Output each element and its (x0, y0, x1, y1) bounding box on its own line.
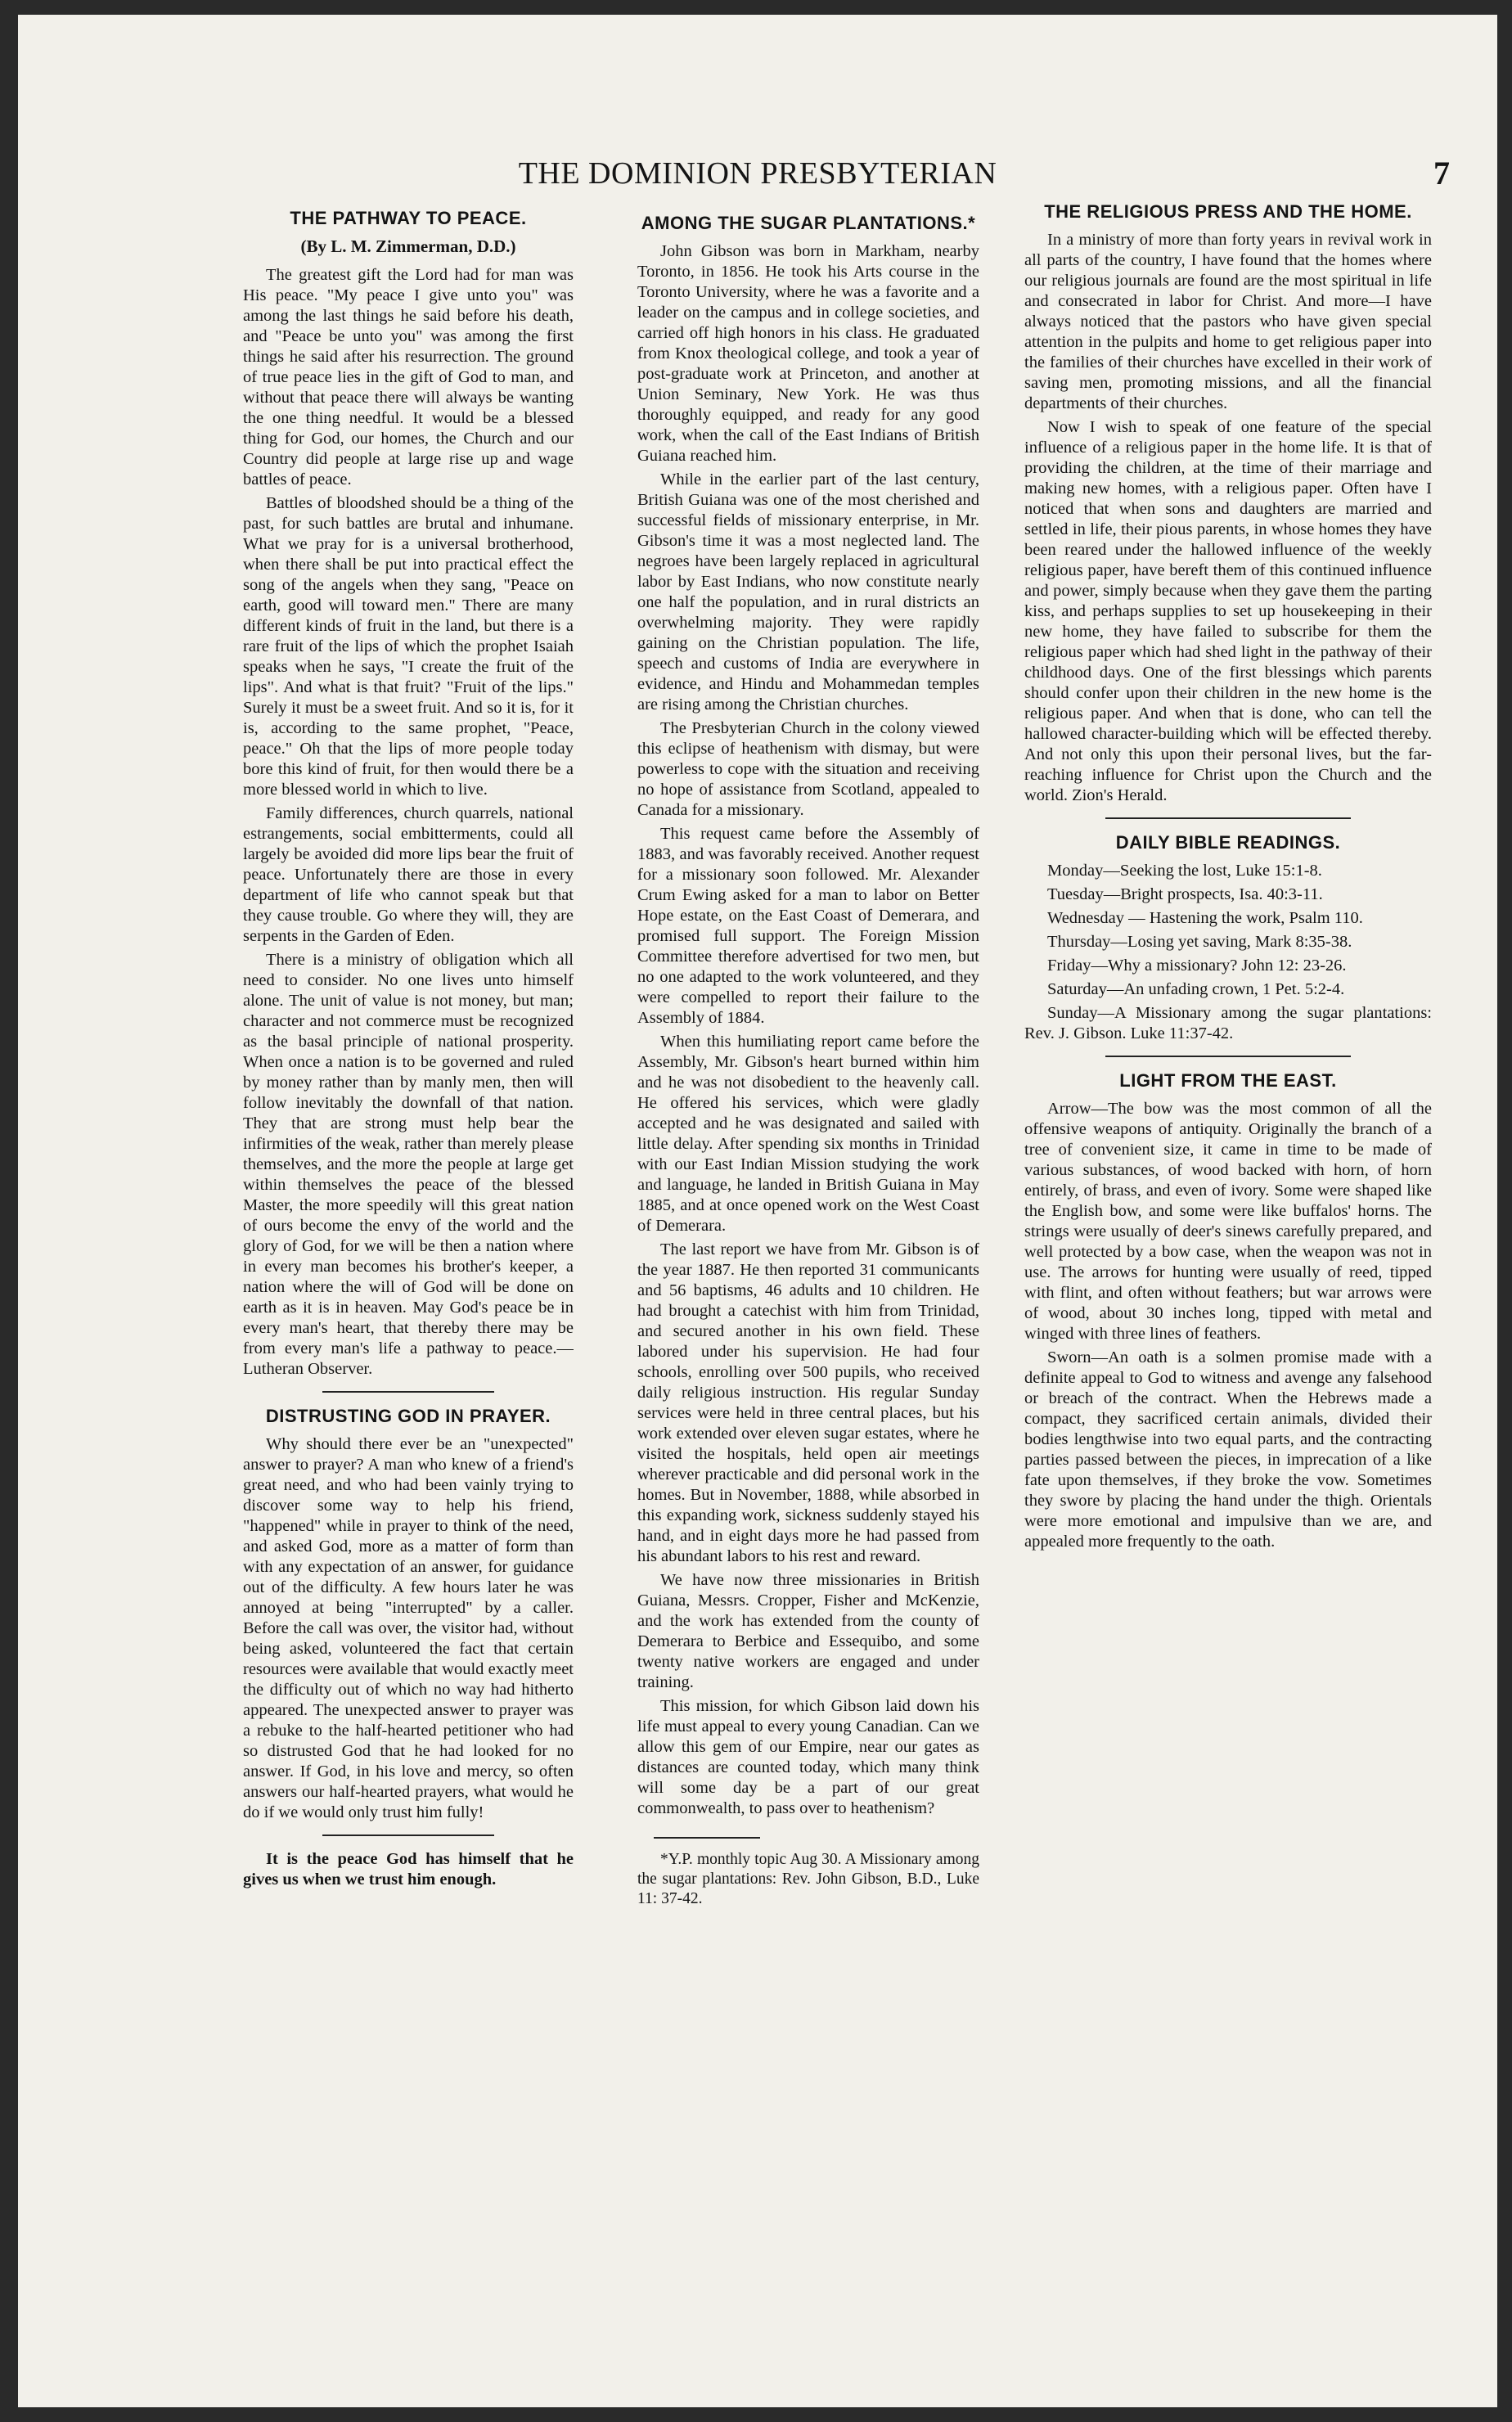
article-title-religious-press: THE RELIGIOUS PRESS AND THE HOME. (1044, 201, 1412, 222)
article-paragraph: The greatest gift the Lord had for man was His peace. "My peace I give unto you" was among the last things he said before his death, and "Peace be unto you" was among the first things he said after his resurrection. The ground of true peace lies in the gift of God to man, and without that peace there will always be wanting the one thing needful. It would be a blessed thing for God, our homes, the Church and our Country did people at large rise up and wage battles of peace. (243, 266, 574, 488)
article-paragraph: In a ministry of more than forty years in revival work in all parts of the country, I have found that the homes where our religious journals are found are the most spiritual in life and consecrated in labor for Christ. And more—I have always noticed that the pastors who have given special attention in the pulpits and home to get religious paper into the families of their churches have excelled in their work of saving men, promoting missions, and all the financial departments of their churches. (1024, 231, 1432, 412)
reading-item: Sunday—A Missionary among the sugar plantations: Rev. J. Gibson. Luke 11:37-42. (1024, 1004, 1432, 1042)
article-title-distrusting-god: DISTRUSTING GOD IN PRAYER. (265, 1406, 551, 1426)
masthead-title: THE DOMINION PRESBYTERIAN (518, 156, 997, 191)
article-title-light-from-east: LIGHT FROM THE EAST. (1119, 1070, 1337, 1091)
footnote: *Y.P. monthly topic Aug 30. A Missionary among the sugar plantations: Rev. John Gibson, B.D., Luke 11: 37-42. (637, 1851, 979, 1907)
column-1 (243, 205, 574, 2283)
page-number: 7 (1433, 155, 1450, 191)
page-header (18, 155, 1497, 205)
newspaper-page (18, 15, 1497, 2407)
article-byline: (By L. M. Zimmerman, D.D.) (300, 236, 516, 256)
article-paragraph: John Gibson was born in Markham, nearby Toronto, in 1856. He took his Arts course in the Toronto University, where he was a favorite and a leader on the campus and in college societies, and carried off high honors in his class. He graduated from Knox theological college, and took a year of post-graduate work at Princeton, and another at Union Seminary, New York. He was thus thoroughly equipped, and ready for any good work, when the call of the East Indians of British Guiana reached him. (637, 242, 979, 465)
article-paragraph: This request came before the Assembly of 1883, and was favorably received. Another request for a missionary soon followed. Mr. Alexander Crum Ewing asked for a man to labor on Better Hope estate, on the East Coast of Demerara, and promised full support. The Foreign Mission Committee therefore advertised for two men, but no one adapted to the work volunteered, and they were compelled to report their failure to the Assembly of 1884. (637, 825, 979, 1027)
reading-item: Friday—Why a missionary? John 12: 23-26. (1047, 957, 1347, 975)
section-divider (1105, 817, 1351, 819)
daily-readings-title: DAILY BIBLE READINGS. (1115, 832, 1341, 853)
article-paragraph: When this humiliating report came before the Assembly, Mr. Gibson's heart burned within him and he was not disobedient to the heavenly call. He offered his services, which were gladly accepted and he was designated and sailed with little delay. After spending six months in Trinidad with our East Indian Mission studying the work and language, he landed in British Guiana in May 1885, and at once opened work on the West Coast of Demerara. (637, 1033, 979, 1235)
closing-quote: It is the peace God has himself that he gives us when we trust him enough. (243, 1850, 574, 1889)
article-title-pathway-to-peace: THE PATHWAY TO PEACE. (290, 208, 527, 228)
article-paragraph: There is a ministry of obligation which all need to consider. No one lives unto himself alone. The unit of value is not money, but man; character and not commerce must be recognized as the basal principle of national prosperity. When once a nation is to be governed and ruled by money rather than by manly men, then will follow inevitably the downfall of that nation. They that are strong must help bear the infirmities of the weak, rather than merely please themselves, and the more the people at large get within themselves the peace of the blessed Master, the more speedily will this great nation of ours become the envy of the world and the glory of God, for we will be then a nation where in every man becomes his brother's keeper, a nation where the will of God will be done on earth as it is in heaven. May God's peace be in every man's heart, that thereby there may be from every man's life a pathway to peace.— Lutheran Observer. (243, 951, 574, 1378)
reading-item: Tuesday—Bright prospects, Isa. 40:3-11. (1047, 885, 1323, 903)
article-paragraph: We have now three missionaries in British Guiana, Messrs. Cropper, Fisher and McKenzie, and the work has extended from the county of Demerara to Berbice and Essequibo, and some twenty native workers are engaged and under training. (637, 1571, 979, 1691)
column-2 (637, 209, 979, 2288)
article-paragraph: Battles of bloodshed should be a thing of the past, for such battles are brutal and inhumane. What we pray for is a universal brotherhood, when there shall be put into practical effect the song of the angels when they sang, "Peace on earth, good will toward men." There are many different kinds of fruit in the land, but there is a rare fruit of the lips of which the prophet Isaiah speaks when he says, "I create the fruit of the lips". And what is that fruit? "Fruit of the lips." Surely it must be a sweet fruit. And so it is, for it is, according to the same prophet, "Peace, peace." Oh that the lips of more people today bore this kind of fruit, for then would there be a more blessed world in which to live. (243, 494, 574, 799)
article-title-sugar-plantations: AMONG THE SUGAR PLANTATIONS.* (641, 213, 976, 233)
article-paragraph: Now I wish to speak of one feature of the special influence of a religious paper in the home life. It is that of providing the children, at the time of their marriage and making new homes, with a religious paper. Often have I noticed that when sons and daughters are married and settled in life, their pious parents, in whose homes they have been reared under the hallowed influence of the weekly religious paper, have bereft them of this continued influence and power, simply because when they gave them the parting kiss, and perhaps supplies to set up housekeeping in their new home, they have failed to subscribe for them the religious paper which had shed light in the pathway of their childhood days. One of the first blessings which parents should confer upon their children in the new home is the religious paper. And when that is done, who can tell the hallowed character-building which will be effected thereby. And not only this upon their personal lives, but the far-reaching influence for Christ upon the Church and the world. Zion's Herald. (1024, 418, 1432, 804)
section-divider (1105, 1056, 1351, 1057)
article-paragraph: This mission, for which Gibson laid down his life must appeal to every young Canadian. Can we allow this gem of our Empire, near our gates as distances are counted today, which many think will some day be a part of our great commonwealth, to pass over to heathenism? (637, 1697, 979, 1817)
article-paragraph: Why should there ever be an "unexpected" answer to prayer? A man who knew of a friend's great need, and who had been vainly trying to discover some way to help his friend, "happened" while in prayer to think of the need, and asked God, more as a matter of form than with any expectation of an answer, for guidance out of the difficulty. A few hours later he was annoyed at being "interrupted" by a caller. Before the call was over, the visitor had, without being asked, volunteered the fact that certain resources were available that would exactly meet the difficulty out of which no way had hitherto appeared. The unexpected answer to prayer was a rebuke to the half-hearted petitioner who had so distrusted God that he had looked for no answer. If God, in his love and mercy, so often answers our half-hearted prayers, what would he do if we would only trust him fully! (243, 1435, 574, 1821)
reading-item: Saturday—An unfading crown, 1 Pet. 5:2-4. (1047, 980, 1345, 998)
footnote-divider (654, 1837, 760, 1839)
article-paragraph: The last report we have from Mr. Gibson is of the year 1887. He then reported 31 communicants and 56 baptisms, 46 adults and 10 children. He had brought a catechist with him from Trinidad, and secured another in his own field. These labored under his supervision. He had four schools, enrolling over 500 pupils, who received daily religious instruction. His regular Sunday services were held in three central places, but his work extended over eleven sugar estates, where he visited the hospitals, held open air meetings wherever practicable and did personal work in the homes. But in November, 1888, while absorbed in this expanding work, sickness suddenly stayed his hand, and in eight days more he had passed from his abundant labors to his rest and reward. (637, 1240, 979, 1565)
section-divider (322, 1391, 494, 1393)
article-paragraph: Arrow—The bow was the most common of all the offensive weapons of antiquity. Originally the branch of a tree of convenient size, it came in time to be made of various substances, of wood backed with horn, of horn entirely, of brass, and even of ivory. Some were shaped like the English bow, and some were like buffalos' horns. The strings were usually of deer's sinews carefully prepared, and well protected by a bow case, when the weapon was not in use. The arrows for hunting were usually of reed, tipped with flint, and often without feathers; but war arrows were of wood, about 30 inches long, tipped with metal and winged with three lines of feathers. (1024, 1100, 1432, 1343)
article-paragraph: Family differences, church quarrels, national estrangements, social embitterments, could all largely be avoided did more lips bear the fruit of peace. Unfortunately there are those in every department of life who cannot speak but that they cause trouble. Go where they will, they are serpents in the Garden of Eden. (243, 804, 574, 945)
reading-item: Monday—Seeking the lost, Luke 15:1-8. (1047, 862, 1322, 880)
reading-item: Wednesday — Hastening the work, Psalm 110. (1047, 909, 1363, 927)
column-3 (1024, 198, 1432, 2276)
reading-item: Thursday—Losing yet saving, Mark 8:35-38. (1047, 933, 1352, 951)
section-divider (322, 1835, 494, 1836)
article-paragraph: Sworn—An oath is a solmen promise made with a definite appeal to God to witness and avenge any falsehood or breach of the contract. When the Hebrews made a compact, they sacrificed certain animals, divided their bodies lengthwise into two equal parts, and the contracting parties passed between the pieces, in imprecation of a like fate upon themselves, if they broke the vow. Sometimes they swore by placing the hand under the thigh. Orientals were more emotional and impulsive than we are, and appealed more frequently to the oath. (1024, 1348, 1432, 1551)
article-paragraph: The Presbyterian Church in the colony viewed this eclipse of heathenism with dismay, but were powerless to cope with the situation and receiving no hope of assistance from Scotland, appealed to Canada for a missionary. (637, 719, 979, 819)
article-paragraph: While in the earlier part of the last century, British Guiana was one of the most cherished and successful fields of missionary enterprise, in Mr. Gibson's time it was a most neglected land. The negroes have been largely replaced in agricultural labor by East Indians, who now constitute nearly one half the population, and in rural districts an overwhelming majority. They were rapidly gaining on the Christian population. The life, speech and customs of India are everywhere in evidence, and Hindu and Mohammedan temples are rising among the Christian churches. (637, 470, 979, 714)
